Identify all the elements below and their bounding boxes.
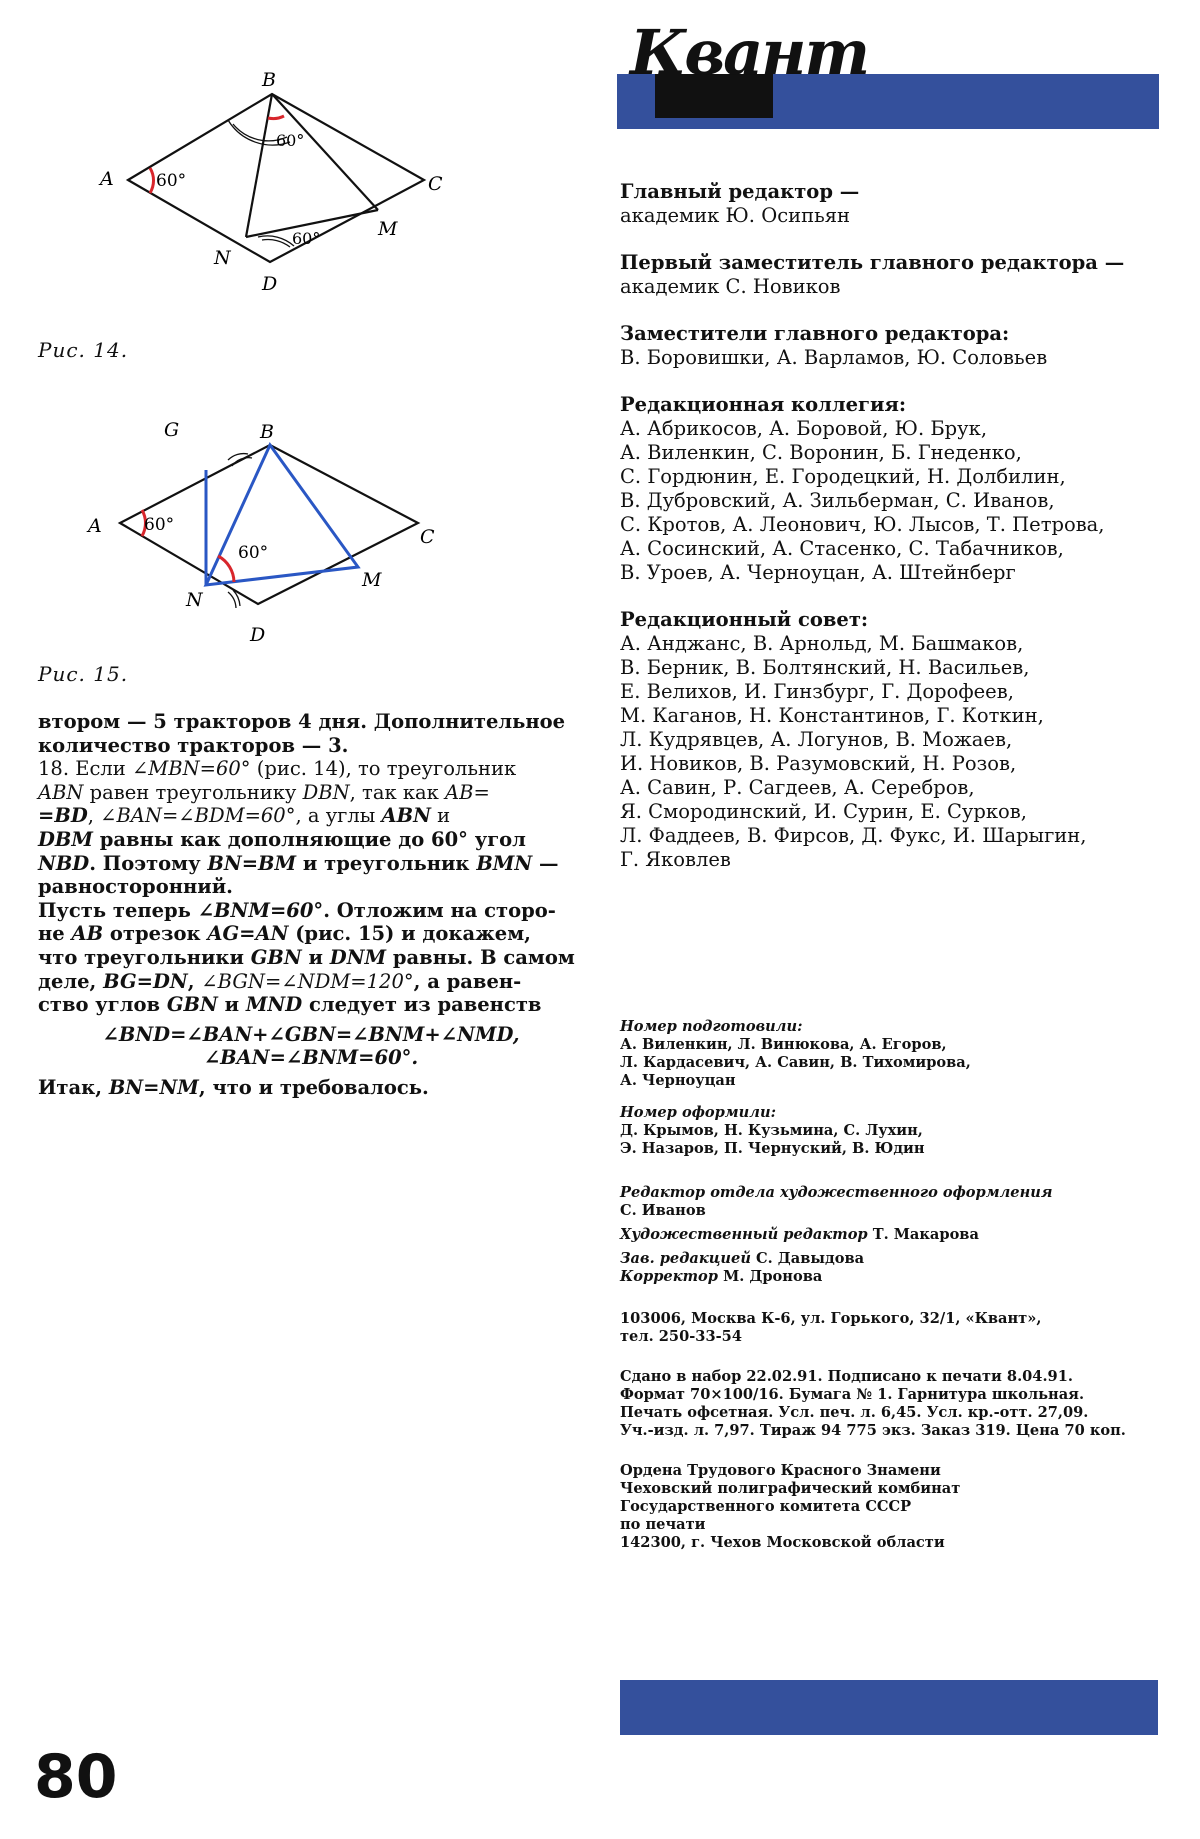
angle-arc-mbn <box>268 116 284 119</box>
solution-line: NBD. Поэтому BN=BM и треугольник BMN — <box>38 851 559 875</box>
solution-line: втором — 5 тракторов 4 дня. Дополнительное <box>38 710 566 733</box>
council-line: В. Берник, В. Болтянский, Н. Васильев, <box>620 656 1030 679</box>
solution-line: не AB отрезок AG=AN (рис. 15) и докажем, <box>38 922 531 946</box>
credits-art-dept: Редактор отдела художественного оформления С. Иванов <box>620 1184 1053 1219</box>
council-line: И. Новиков, В. Разумовский, Н. Розов, <box>620 752 1017 775</box>
angle-arc-mnd <box>228 592 236 608</box>
figure-14-drawing <box>90 60 470 310</box>
solution-line: ство углов GBN и MND следует из равенств <box>38 993 542 1017</box>
angle-label-n: 60° <box>238 543 269 563</box>
page-number: 80 <box>34 1742 118 1812</box>
solution-line: DBM равны как дополняющие до 60° угол <box>38 827 526 851</box>
figure-14-caption: Рис. 14. <box>38 338 129 362</box>
label-a: A <box>88 515 102 537</box>
angle-label-a: 60° <box>156 171 187 191</box>
solution-line: деле, BG=DN, ∠BGN=∠NDM=120°, а равен- <box>38 969 522 993</box>
angle-arc-gbn-2 <box>232 458 252 466</box>
credits-print-info: Сдано в набор 22.02.91. Подписано к печати 8.04.91. Формат 70×100/16. Бумага № 1. Гарнитура школьная. Печать офсетная. Усл. печ. л. 6,45. Усл. кр.-отт. 27,09. Уч.-изд. л. 7,97. Тираж 94 775 экз. Заказ 319. Цена 70 коп. <box>620 1368 1126 1439</box>
bottom-blue-band <box>620 1680 1158 1735</box>
council-line: М. Каганов, Н. Константинов, Г. Коткин, <box>620 704 1044 727</box>
figure-15-caption: Рис. 15. <box>38 662 129 686</box>
solution-line: Итак, BN=NM, что и требовалось. <box>38 1075 429 1099</box>
label-m: M <box>378 218 398 240</box>
label-a: A <box>100 168 114 190</box>
figure-15-drawing <box>80 410 480 650</box>
solution-line: что треугольники GBN и DNM равны. В самом <box>38 945 575 969</box>
angle-arc-bnm <box>218 556 234 582</box>
logo: Квант <box>630 16 869 89</box>
solution-line: 18. Если ∠MBN=60° (рис. 14), то треугольник <box>38 757 517 781</box>
council-line: Л. Кудрявцев, А. Логунов, В. Можаев, <box>620 728 1013 751</box>
council-line: Я. Смородинский, И. Сурин, Е. Сурков, <box>620 800 1027 823</box>
credits-staff: Зав. редакцией С. Давыдова Корректор М. Дронова <box>620 1250 865 1285</box>
board-line: С. Гордюнин, Е. Городецкий, Н. Долбилин, <box>620 465 1066 488</box>
label-g: G <box>164 419 180 441</box>
board-line: С. Кротов, А. Леонович, Ю. Лысов, Т. Петрова, <box>620 513 1105 536</box>
solution-formula-2: ∠BAN=∠BNM=60°. <box>203 1046 419 1070</box>
angle-arc-d <box>258 236 294 246</box>
solution-line: равносторонний. <box>38 875 233 899</box>
segment-bn <box>246 94 272 237</box>
label-m: M <box>362 569 382 591</box>
angle-label-d: 60° <box>292 229 321 248</box>
council-line: А. Анджанс, В. Арнольд, М. Башмаков, <box>620 632 1024 655</box>
solution-text <box>38 710 584 1100</box>
masthead-chief: Главный редактор — академик Ю. Осипьян <box>620 180 860 227</box>
council-line: Л. Фаддеев, В. Фирсов, Д. Фукс, И. Шарыгин, <box>620 824 1087 847</box>
solution-formula-1: ∠BND=∠BAN+∠GBN=∠BNM+∠NMD, <box>102 1022 520 1046</box>
label-d: D <box>262 273 278 295</box>
masthead <box>620 180 1170 895</box>
masthead-first-deputy: Первый заместитель главного редактора — академик С. Новиков <box>620 251 1125 298</box>
label-n: N <box>186 589 203 611</box>
credits-art-editor: Художественный редактор Т. Макарова <box>620 1226 979 1243</box>
solution-line: =BD, ∠BAN=∠BDM=60°, а углы ABN и <box>38 804 451 828</box>
figure-15 <box>80 410 480 650</box>
board-line: А. Сосинский, А. Стасенко, С. Табачников, <box>620 537 1064 560</box>
label-b: B <box>262 69 276 91</box>
board-line: А. Абрикосов, А. Боровой, Ю. Брук, <box>620 417 988 440</box>
credits-address: 103006, Москва К-6, ул. Горького, 32/1, «Квант», тел. 250-33-54 <box>620 1310 1042 1345</box>
masthead-board: Редакционная коллегия: А. Абрикосов, А. Боровой, Ю. Брук, А. Виленкин, С. Воронин, Б. Гнеденко, С. Гордюнин, Е. Городецкий, Н. Долбилин, В. Дубровский, А. Зильберман, С. Иванов, С. Кротов, А. Леонович, Ю. Лысов, Т. Петрова, А. Сосинский, А. Стасенко, С. Табачников, В. Уроев, А. Черноуцан, А. Штейнберг <box>620 393 1170 585</box>
board-line: А. Виленкин, С. Воронин, Б. Гнеденко, <box>620 441 1022 464</box>
board-line: В. Уроев, А. Черноуцан, А. Штейнберг <box>620 561 1016 584</box>
figure-14 <box>90 60 470 310</box>
council-line: Г. Яковлев <box>620 848 731 871</box>
label-c: C <box>428 173 443 195</box>
credits-prepared: Номер подготовили: А. Виленкин, Л. Винюкова, А. Егоров, Л. Кардасевич, А. Савин, В. Тихомирова, А. Черноуцан <box>620 1018 971 1089</box>
credits-designed: Номер оформили: Д. Крымов, Н. Кузьмина, С. Лухин, Э. Назаров, П. Чернуский, В. Юдин <box>620 1104 925 1157</box>
solution-line: Пусть теперь ∠BNM=60°. Отложим на сторо- <box>38 898 556 922</box>
credits-printer: Ордена Трудового Красного Знамени Чеховский полиграфический комбинат Государственного комитета СССР по печати 142300, г. Чехов Московской области <box>620 1462 961 1551</box>
angle-arc-a <box>150 168 154 193</box>
masthead-council: Редакционный совет: А. Анджанс, В. Арнольд, М. Башмаков, В. Берник, В. Болтянский, Н. Васильев, Е. Велихов, И. Гинзбург, Г. Дорофеев, М. Каганов, Н. Константинов, Г. Коткин, Л. Кудрявцев, А. Логунов, В. Можаев, И. Новиков, В. Разумовский, Н. Розов, А. Савин, Р. Сагдеев, А. Серебров, Я. Смородинский, И. Сурин, Е. Сурков, Л. Фаддеев, В. Фирсов, Д. Фукс, И. Шарыгин, Г. Яковлев <box>620 608 1170 872</box>
segment-bm <box>272 94 378 210</box>
angle-label-a: 60° <box>144 515 175 535</box>
solution-line: ABN равен треугольнику DBN, так как AB= <box>38 780 490 804</box>
label-n: N <box>214 247 231 269</box>
label-b: B <box>260 421 274 443</box>
council-line: А. Савин, Р. Сагдеев, А. Серебров, <box>620 776 975 799</box>
council-line: Е. Велихов, И. Гинзбург, Г. Дорофеев, <box>620 680 1014 703</box>
label-c: C <box>420 526 435 548</box>
label-d: D <box>250 624 266 646</box>
solution-line: количество тракторов — 3. <box>38 733 349 757</box>
board-line: В. Дубровский, А. Зильберман, С. Иванов, <box>620 489 1055 512</box>
masthead-deputies: Заместители главного редактора: В. Боровишки, А. Варламов, Ю. Соловьев <box>620 322 1048 369</box>
credits <box>620 1018 1170 1566</box>
angle-label-b: 60° <box>276 131 305 150</box>
